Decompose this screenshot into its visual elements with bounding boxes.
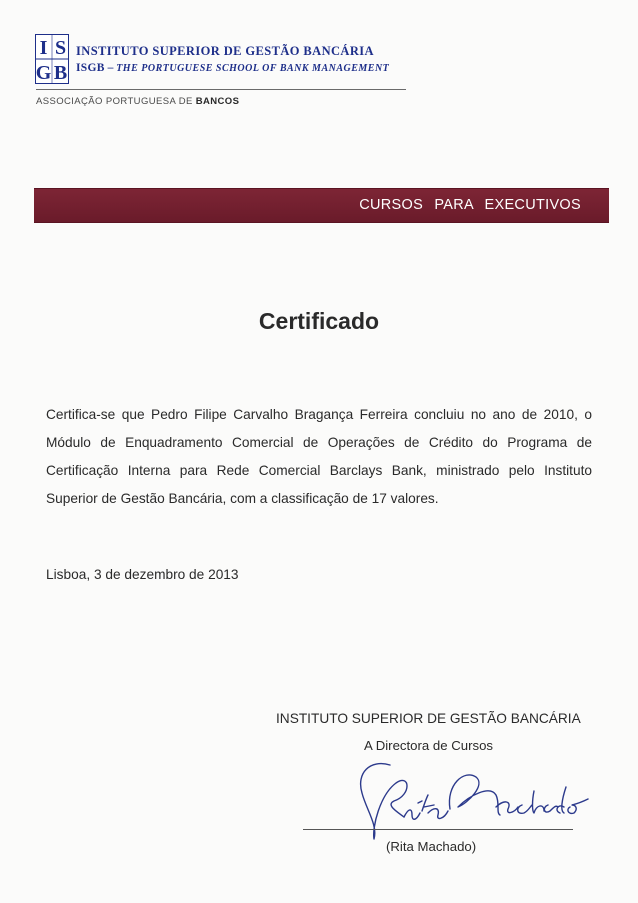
header-divider bbox=[36, 89, 406, 90]
association-bold: BANCOS bbox=[195, 96, 240, 107]
association-line bbox=[36, 96, 239, 107]
body-line: Módulo de Enquadramento Comercial de Operações de Crédito do Programa de bbox=[46, 435, 592, 450]
body-line: Certificação Interna para Rede Comercial Barclays Bank, ministrado pelo Instituto bbox=[46, 463, 592, 478]
banner-text: CURSOS PARA EXECUTIVOS bbox=[359, 197, 581, 213]
institution-english-name: THE PORTUGUESE SCHOOL OF BANK MANAGEMENT bbox=[116, 63, 390, 74]
svg-text:B: B bbox=[53, 62, 68, 84]
isgb-logo-icon bbox=[35, 34, 69, 84]
handwritten-signature bbox=[300, 755, 590, 845]
signature-organization: INSTITUTO SUPERIOR DE GESTÃO BANCÁRIA bbox=[276, 711, 581, 726]
body-line: Superior de Gestão Bancária, com a classificação de 17 valores. bbox=[46, 491, 439, 506]
svg-text:S: S bbox=[54, 37, 67, 59]
svg-text:G: G bbox=[35, 62, 52, 84]
svg-text:I: I bbox=[39, 37, 48, 59]
signer-name: (Rita Machado) bbox=[386, 839, 477, 854]
association-prefix: ASSOCIAÇÃO PORTUGUESA DE bbox=[36, 96, 196, 107]
certificate-title: Certificado bbox=[258, 308, 380, 334]
body-line: Certifica-se que Pedro Filipe Carvalho Bragança Ferreira concluiu no ano de 2010, o bbox=[46, 407, 592, 422]
signature-role: A Directora de Cursos bbox=[364, 738, 493, 753]
place-and-date: Lisboa, 3 de dezembro de 2013 bbox=[46, 567, 239, 582]
institution-acronym: ISGB bbox=[76, 62, 105, 74]
institution-name: INSTITUTO SUPERIOR DE GESTÃO BANCÁRIA bbox=[76, 44, 374, 58]
subtitle-separator: – bbox=[104, 62, 117, 74]
institution-subtitle bbox=[76, 62, 389, 74]
signature-line bbox=[303, 829, 573, 830]
executive-courses-banner bbox=[34, 188, 609, 223]
